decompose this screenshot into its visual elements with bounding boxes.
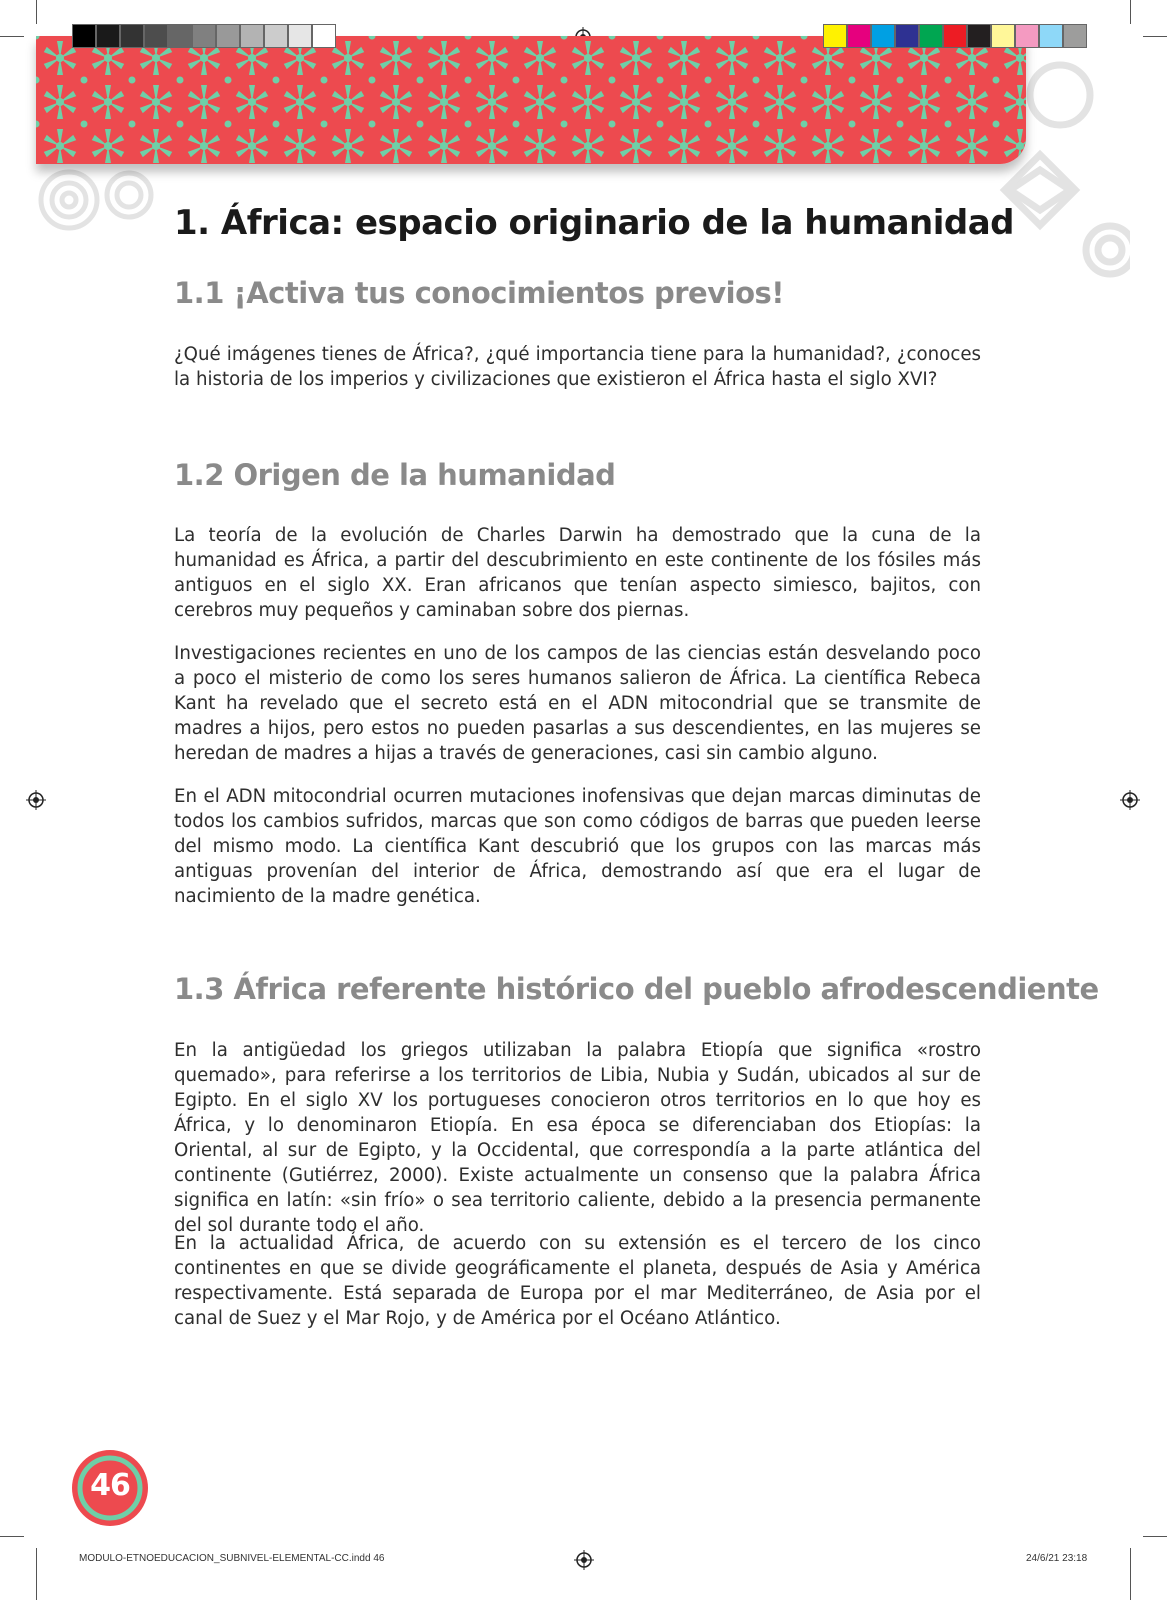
section-heading: 1.2 Origen de la humanidad (174, 458, 616, 492)
crop-mark (36, 0, 37, 24)
crop-mark (36, 1548, 37, 1600)
paragraph: ¿Qué imágenes tienes de África?, ¿qué importancia tiene para la humanidad?, ¿conoces la historia de los imperios y civilizaciones que existieron el África hasta el siglo XVI? (174, 344, 981, 390)
crop-mark (1130, 1548, 1131, 1600)
color-swatch (264, 24, 288, 48)
paragraph: En la actualidad África, de acuerdo con su extensión es el tercero de los cinco continentes en que se divide geográficamente el planeta, después de Asia y América respectivamente. Está separada de Europa por el mar Mediterráneo, de Asia por el canal de Suez y el Mar Rojo, y de América por el Océano Atlántico. (174, 1233, 981, 1329)
crop-mark (1143, 1536, 1167, 1537)
color-bar-strip (823, 24, 1087, 48)
registration-mark (1120, 790, 1140, 810)
crop-mark (0, 36, 24, 37)
paragraph: Investigaciones recientes en uno de los campos de las ciencias están desvelando poco a poco el misterio de como los seres humanos salieron de África. La científica Rebeca Kant ha revelado que el secreto está en el ADN mitocondrial que se transmite de madres a hijos, pero estos no pueden pasarlas a sus descendientes, en las mujeres se heredan de madres a hijas a través de generaciones, casi sin cambio alguno. (174, 643, 981, 764)
color-swatch (312, 24, 336, 48)
color-swatch (871, 24, 895, 48)
color-swatch (1015, 24, 1039, 48)
registration-mark (574, 1550, 594, 1570)
paragraph: La teoría de la evolución de Charles Darwin ha demostrado que la cuna de la humanidad es África, a partir del descubrimiento en este continente de los fósiles más antiguos en el siglo XX. Eran africanos que tenían aspecto simiesco, bajitos, con cerebros muy pequeños y caminaban sobre dos piernas. (174, 525, 981, 621)
registration-mark (26, 790, 46, 810)
file-slug: MODULO-ETNOEDUCACION_SUBNIVEL-ELEMENTAL-CC.indd 46 (79, 1553, 385, 1564)
section-heading: 1.1 ¡Activa tus conocimientos previos! (174, 276, 784, 310)
date-stamp: 24/6/21 23:18 (1026, 1553, 1088, 1564)
color-swatch (895, 24, 919, 48)
swirl-decoration-left (34, 150, 154, 250)
color-swatch (288, 24, 312, 48)
crop-mark (0, 1536, 24, 1537)
color-swatch (216, 24, 240, 48)
color-swatch (192, 24, 216, 48)
color-swatch (120, 24, 144, 48)
color-swatch (240, 24, 264, 48)
color-swatch (847, 24, 871, 48)
color-swatch (943, 24, 967, 48)
crop-mark (1143, 36, 1167, 37)
color-swatch (967, 24, 991, 48)
color-swatch (96, 24, 120, 48)
color-swatch (72, 24, 96, 48)
header-banner (36, 36, 1026, 164)
color-swatch (168, 24, 192, 48)
gray-scale-strip (72, 24, 336, 48)
section-heading: 1.3 África referente histórico del pueblo afrodescendiente (174, 972, 1099, 1006)
paragraph: En la antigüedad los griegos utilizaban la palabra Etiopía que significa «rostro quemado», para referirse a los territorios de Libia, Nubia y Sudán, ubicados al sur de Egipto. En el siglo XV los portugueses conocieron otros territorios en lo que hoy es África, y lo denominaron Etiopía. En esa época se diferenciaban dos Etiopías: la Oriental, al sur de Egipto, y la Occidental, que correspondía a la parte atlántica del continente (Gutiérrez, 2000). Existe actualmente un consenso que la palabra África significa en latín: «sin frío» o sea territorio caliente, debido a la presencia permanente del sol durante todo el año. (174, 1040, 981, 1236)
color-swatch (823, 24, 847, 48)
color-swatch (991, 24, 1015, 48)
color-swatch (1063, 24, 1087, 48)
page-title: 1. África: espacio originario de la humanidad (174, 203, 1015, 243)
page-number: 46 (90, 1468, 130, 1503)
color-swatch (1039, 24, 1063, 48)
color-swatch (144, 24, 168, 48)
paragraph: En el ADN mitocondrial ocurren mutaciones inofensivas que dejan marcas diminutas de todos los cambios sufridos, marcas que son como códigos de barras que pueden leerse del mismo modo. La científica Kant descubrió que los grupos con las marcas más antiguas provenían del interior de África, demostrando así que era el lugar de nacimiento de la madre genética. (174, 786, 981, 907)
color-swatch (919, 24, 943, 48)
crop-mark (1130, 0, 1131, 24)
